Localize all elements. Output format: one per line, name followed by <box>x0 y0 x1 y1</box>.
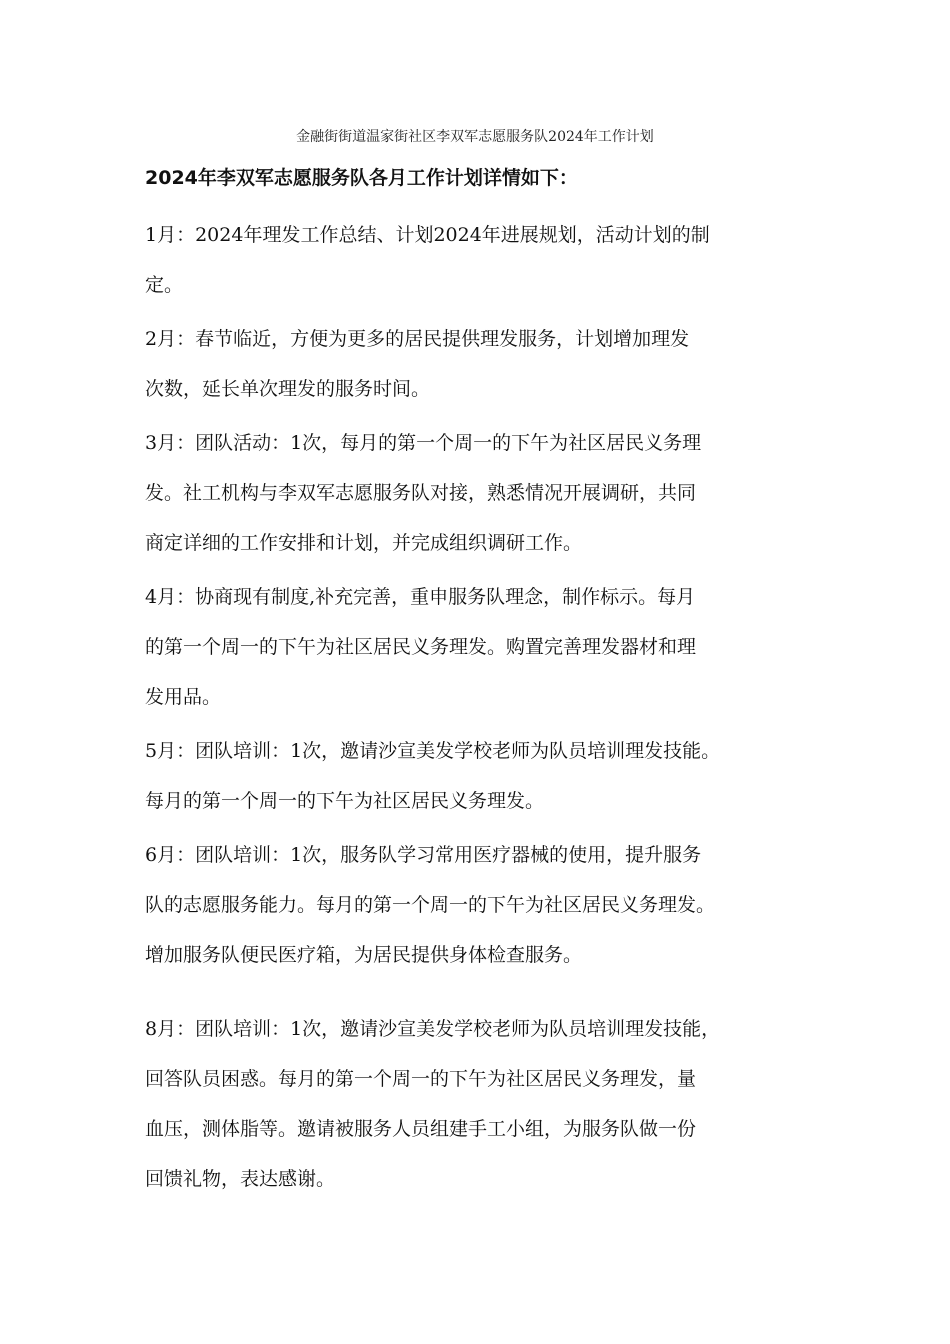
paragraph-line: 发。社工机构与李双军志愿服务队对接，熟悉情况开展调研，共同 <box>145 482 697 504</box>
paragraph-line: 5月：团队培训：1次，邀请沙宣美发学校老师为队员培训理发技能。 <box>145 740 721 762</box>
paragraph-line: 次数，延长单次理发的服务时间。 <box>145 378 431 400</box>
month-entry-apr <box>145 572 820 722</box>
paragraph-line: 4月：协商现有制度,补充完善，重申服务队理念，制作标示。每月 <box>145 586 696 608</box>
paragraph-gap <box>145 984 820 1004</box>
paragraph-line: 血压，测体脂等。邀请被服务人员组建手工小组，为服务队做一份 <box>145 1118 697 1140</box>
month-entry-aug <box>145 1004 820 1204</box>
month-entry-jun <box>145 830 820 980</box>
paragraph-line: 回答队员困惑。每月的第一个周一的下午为社区居民义务理发，量 <box>145 1068 697 1090</box>
paragraph-line: 3月：团队活动：1次，每月的第一个周一的下午为社区居民义务理 <box>145 432 702 454</box>
month-entry-may <box>145 726 820 826</box>
month-entry-feb <box>145 314 820 414</box>
paragraph-line: 回馈礼物，表达感谢。 <box>145 1168 336 1190</box>
paragraph-line: 每月的第一个周一的下午为社区居民义务理发。 <box>145 790 545 812</box>
paragraph-line: 2月：春节临近，方便为更多的居民提供理发服务，计划增加理发 <box>145 328 690 350</box>
paragraph-line: 1月：2024年理发工作总结、计划2024年进展规划，活动计划的制 <box>145 224 710 246</box>
paragraph-line: 8月：团队培训：1次，邀请沙宣美发学校老师为队员培训理发技能， <box>145 1018 721 1040</box>
paragraph-line: 队的志愿服务能力。每月的第一个周一的下午为社区居民义务理发。 <box>145 894 716 916</box>
paragraph-line: 6月：团队培训：1次，服务队学习常用医疗器械的使用，提升服务 <box>145 844 702 866</box>
month-entry-mar <box>145 418 820 568</box>
paragraph-line: 的第一个周一的下午为社区居民义务理发。购置完善理发器材和理 <box>145 636 697 658</box>
paragraph-line: 商定详细的工作安排和计划，并完成组织调研工作。 <box>145 532 583 554</box>
paragraph-line: 增加服务队便民医疗箱，为居民提供身体检查服务。 <box>145 944 583 966</box>
document-body <box>145 160 820 1208</box>
paragraph-line: 定。 <box>145 274 184 296</box>
paragraph-line: 发用品。 <box>145 686 222 708</box>
page-title: 2024年李双军志愿服务队各月工作计划详情如下： <box>145 167 578 189</box>
running-header: 金融街街道温家街社区李双军志愿服务队2024年工作计划 <box>296 129 654 145</box>
month-entry-jan <box>145 210 820 310</box>
